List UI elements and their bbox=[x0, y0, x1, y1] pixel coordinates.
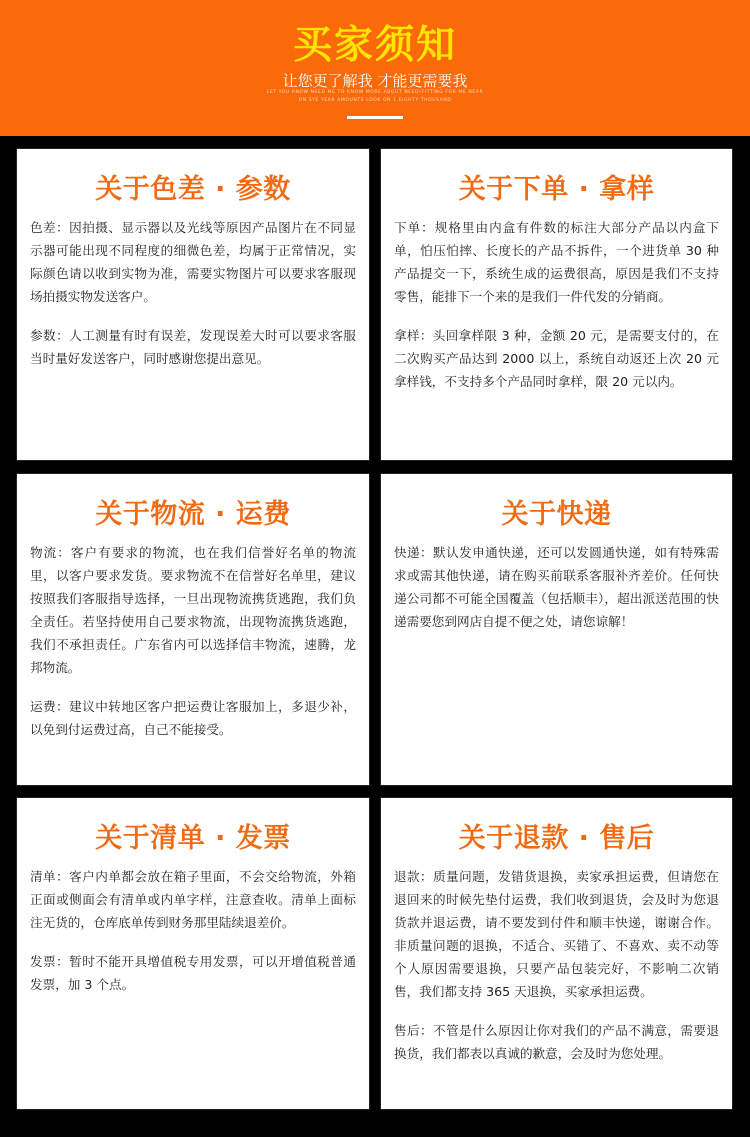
section-title: 关于退款 · 售后 bbox=[458, 823, 655, 854]
page-subtitle: 让您更了解我 才能更需要我 bbox=[282, 72, 468, 90]
section-paragraph: 物流：客户有要求的物流，也在我们信誉好名单的物流里，以客户要求发货。要求物流不在信誉好名单里，建议按照我们客服指导选择，一旦出现物流携货逃跑，我们负全责任。若坚持使用自己要求物流，出现物流携货逃跑，我们不承担责任。广东省内可以选择信丰物流，速腾，龙邦物流。 bbox=[30, 545, 356, 675]
section-paragraph: 色差：因拍摄、显示器以及光线等原因产品图片在不同显示器可能出现不同程度的细微色差，均属于正常情况，实际颜色请以收到实物为准，需要实物图片可以要求客服现场拍摄实物发送客户。 bbox=[30, 220, 356, 304]
section-paragraph: 清单：客户内单都会放在箱子里面，不会交给物流，外箱正面或侧面会有清单或内单字样，注意查收。清单上面标注无货的，仓库底单传到财务那里陆续退差价。 bbox=[30, 869, 356, 930]
header-divider bbox=[347, 116, 403, 119]
section-title: 关于快递 bbox=[501, 499, 612, 530]
section-paragraph: 参数：人工测量有时有误差，发现误差大时可以要求客服当时量好发送客户，同时感谢您提出意见。 bbox=[30, 328, 356, 366]
header-banner bbox=[0, 0, 750, 136]
section-title: 关于色差 · 参数 bbox=[95, 174, 291, 205]
page-title: 买家须知 bbox=[292, 23, 457, 68]
section-title: 关于下单 · 拿样 bbox=[458, 174, 655, 205]
section-refund-after-sales bbox=[380, 797, 733, 1110]
section-color-difference-parameters bbox=[16, 148, 370, 461]
section-paragraph: 运费：建议中转地区客户把运费让客服加上，多退少补，以免到付运费过高，自己不能接受。 bbox=[30, 699, 356, 737]
section-paragraph: 下单：规格里由内盒有件数的标注大部分产品以内盒下单，怕压怕摔、长度长的产品不拆件，一个进货单 30 种产品提交一下，系统生成的运费很高，原因是我们不支持零售，能排下一个来的是我们一件代发的分销商。 bbox=[394, 220, 719, 304]
english-tagline-line2: ON SYE YEAR AMOUNTS LOOK ON 1 EIGHTY THOUSAND bbox=[298, 98, 452, 103]
section-order-sample bbox=[380, 148, 733, 461]
section-paragraph: 发票：暂时不能开具增值税专用发票，可以开增值税普通发票，加 3 个点。 bbox=[30, 954, 356, 992]
section-paragraph: 退款：质量问题，发错货退换，卖家承担运费，但请您在退回来的时候先垫付运费，我们收到退货，会及时为您退货款并退运费，请不要发到付件和顺丰快递，谢谢合作。非质量问题的退换，不适合、买错了、不喜欢、卖不动等个人原因需要退换，只要产品包装完好，不影响二次销售，我们都支持 365 天退换，买家承担运费。 bbox=[394, 869, 719, 999]
section-logistics-freight bbox=[16, 473, 370, 786]
section-title: 关于物流 · 运费 bbox=[95, 499, 291, 530]
section-express bbox=[380, 473, 733, 786]
section-list-invoice bbox=[16, 797, 370, 1110]
english-tagline bbox=[255, 89, 495, 105]
section-paragraph: 快递：默认发申通快递，还可以发圆通快递，如有特殊需求或需其他快递，请在购买前联系客服补齐差价。任何快递公司都不可能全国覆盖（包括顺丰），超出派送范围的快递需要您到网店自提不便之处，请您谅解！ bbox=[394, 545, 719, 629]
section-paragraph: 拿样：头回拿样限 3 种，金额 20 元，是需要支付的，在二次购买产品达到 2000 以上，系统自动返还上次 20 元拿样钱，不支持多个产品同时拿样，限 20 元以内。 bbox=[394, 328, 719, 389]
section-title: 关于清单 · 发票 bbox=[95, 823, 291, 854]
english-tagline-line1: LET YOU KNOW NEED ME TO KNOW MORE ABOUT NEED(FITTING FOR ME NEAR bbox=[266, 90, 484, 95]
section-paragraph: 售后：不管是什么原因让你对我们的产品不满意，需要退换货，我们都表以真诚的歉意，会及时为您处理。 bbox=[394, 1023, 719, 1061]
